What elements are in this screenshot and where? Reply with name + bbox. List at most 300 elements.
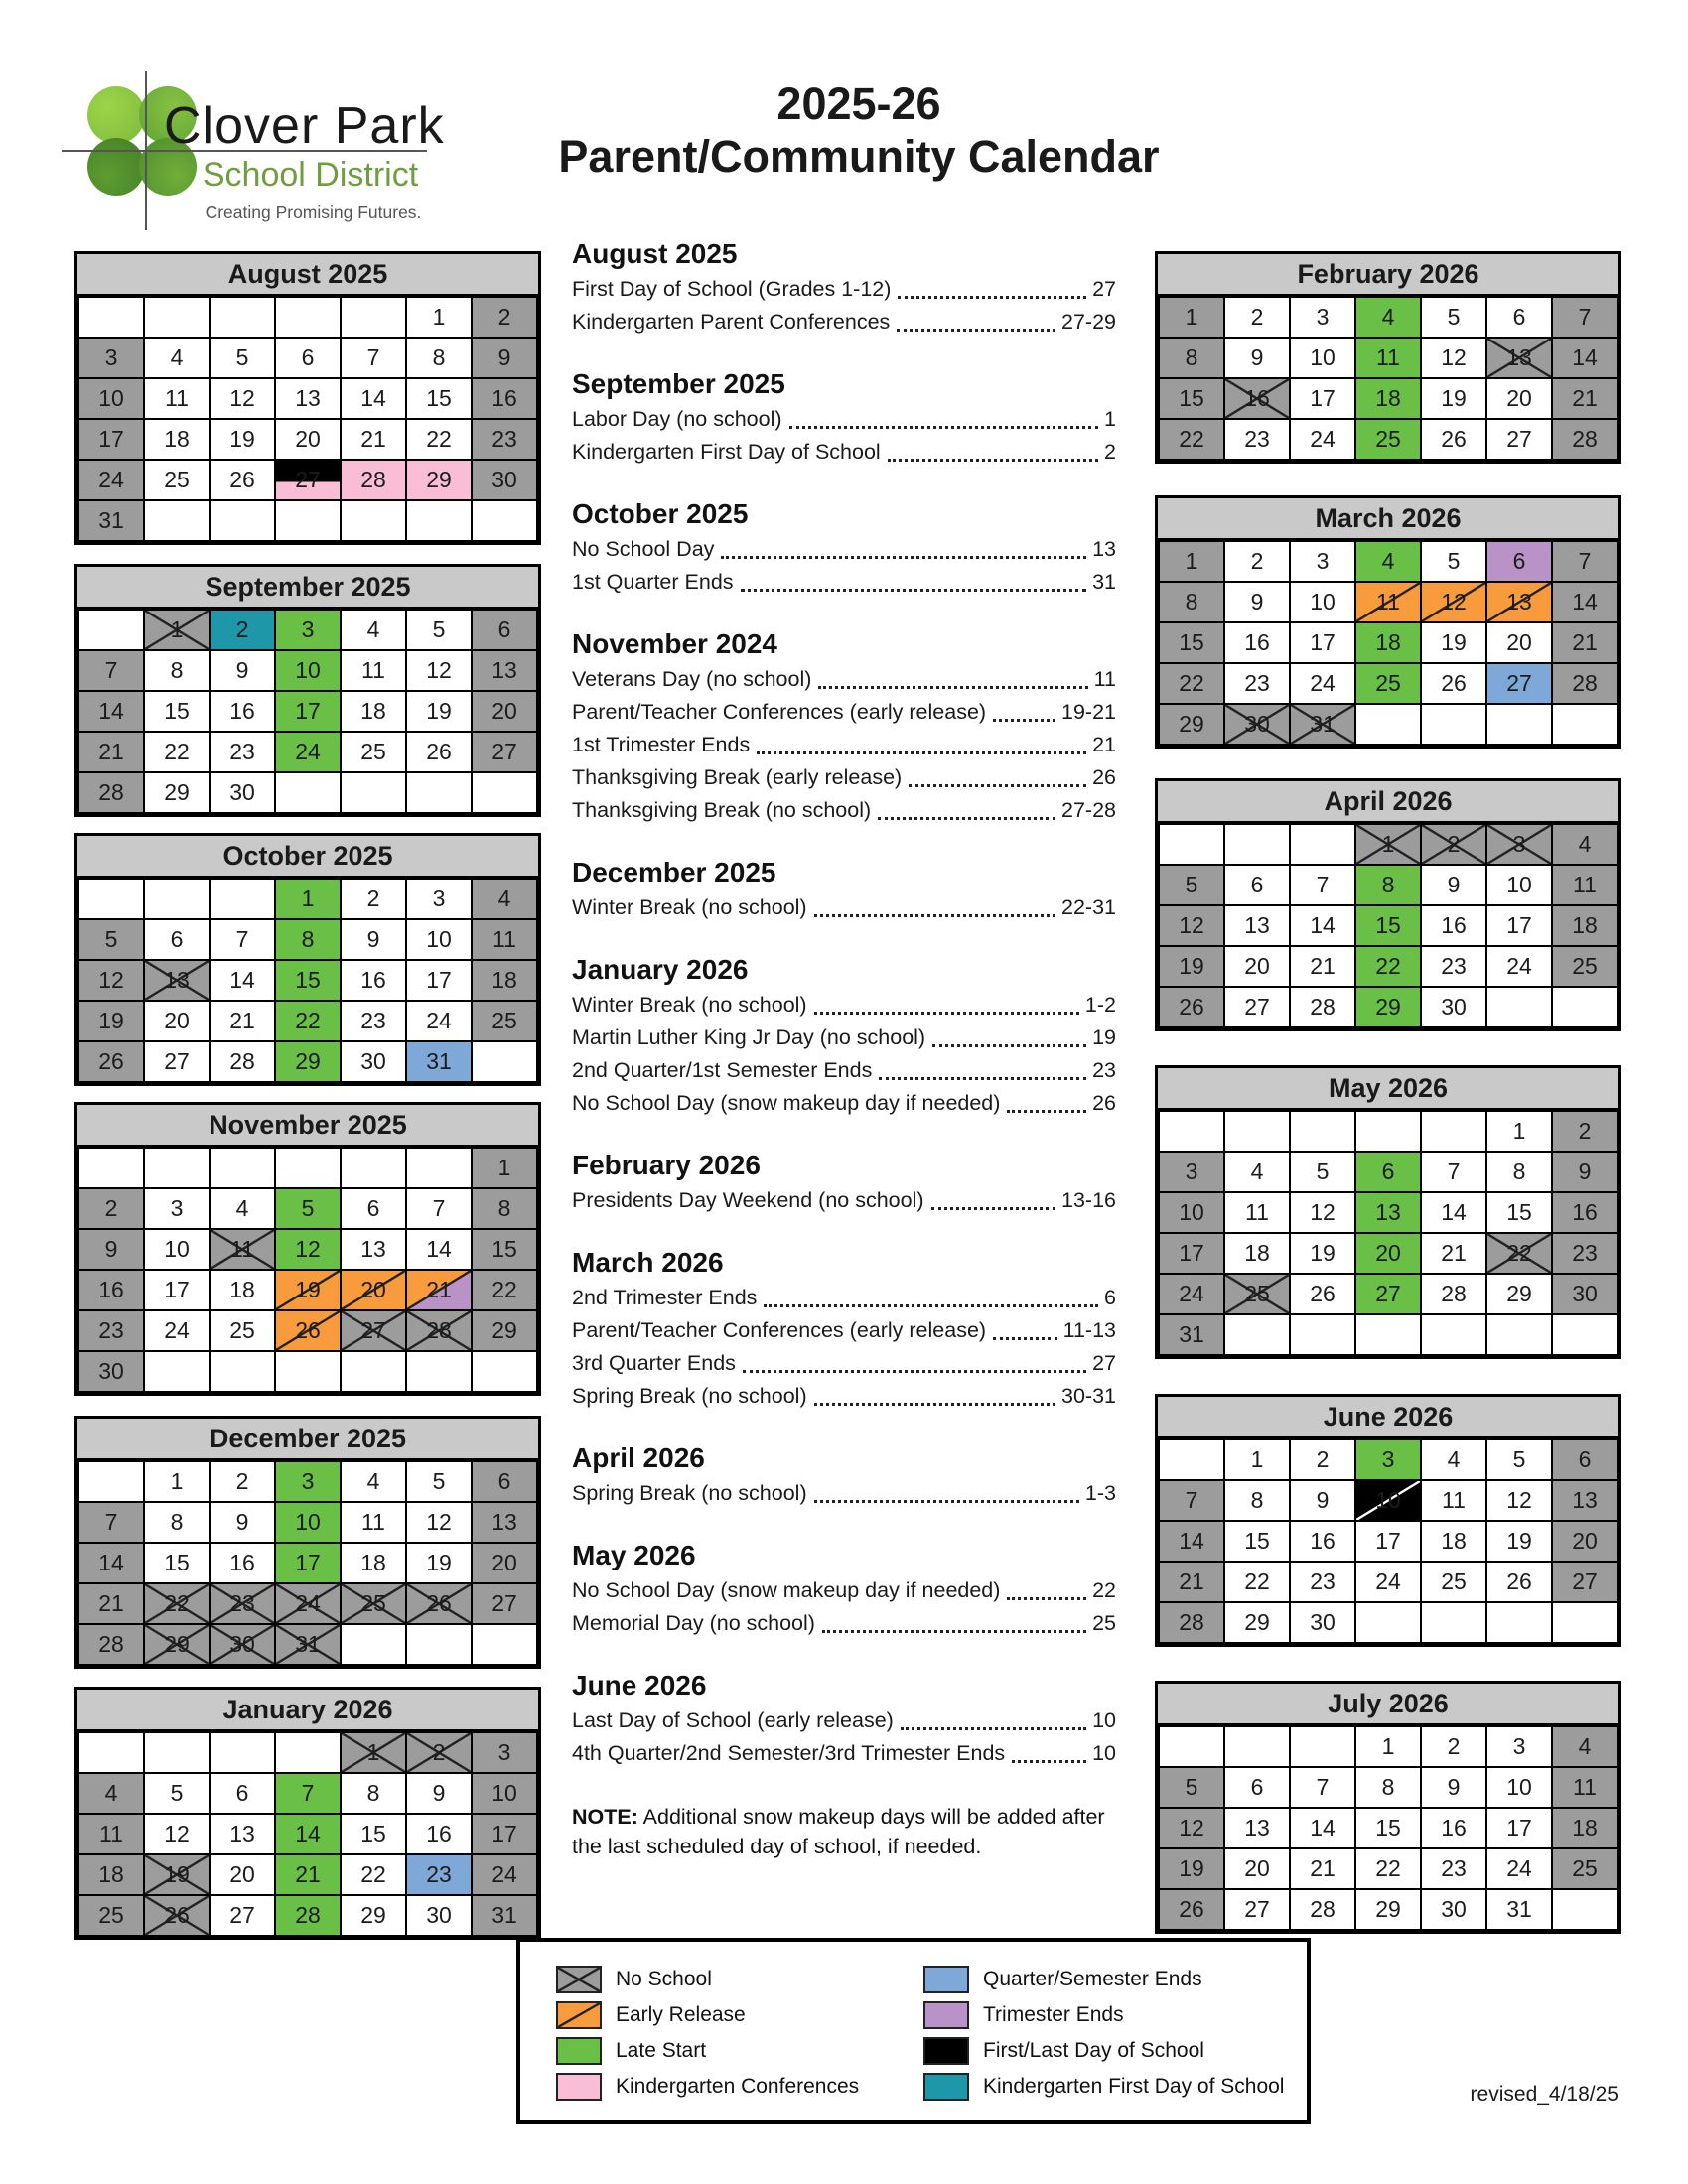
- day-number: 21: [98, 1590, 124, 1616]
- day-number: 2: [432, 1739, 446, 1765]
- calendar-week-row: [1159, 338, 1618, 378]
- day-number: 8: [432, 344, 446, 370]
- event-dates: 31: [1092, 570, 1116, 594]
- event-label: Thanksgiving Break (no school): [572, 798, 872, 822]
- day-cell-18: [1355, 622, 1421, 663]
- day-cell-13: [1486, 582, 1552, 622]
- calendar-week-row: [78, 691, 537, 732]
- day-number: 19: [426, 698, 452, 724]
- events-section: [572, 628, 1116, 827]
- day-number: 26: [1506, 1569, 1532, 1594]
- day-number: 13: [360, 1236, 386, 1262]
- day-number: 25: [1441, 1569, 1467, 1594]
- day-cell-23: [1290, 1562, 1355, 1602]
- day-number: 17: [1375, 1528, 1401, 1554]
- event-label: 2nd Quarter/1st Semester Ends: [572, 1058, 873, 1082]
- day-number: 24: [164, 1317, 190, 1343]
- day-cell-27: [144, 1041, 210, 1082]
- day-cell-28: [1552, 419, 1618, 460]
- day-cell-7: [275, 1773, 341, 1814]
- day-number: 7: [432, 1195, 446, 1221]
- empty-cell: [210, 879, 275, 919]
- calendar-week-row: [1159, 1562, 1618, 1602]
- day-number: 23: [98, 1317, 124, 1343]
- day-number: 25: [492, 1008, 517, 1033]
- day-cell-4: [78, 1773, 144, 1814]
- day-number: 27: [492, 739, 517, 764]
- day-number: 2: [497, 304, 511, 330]
- day-number: 4: [1578, 1733, 1592, 1759]
- day-cell-22: [406, 419, 472, 460]
- dot-leader: [741, 589, 1087, 592]
- day-number: 21: [1572, 385, 1598, 411]
- day-number: 4: [1381, 548, 1395, 574]
- day-number: 31: [1310, 711, 1336, 737]
- dot-leader: [814, 1500, 1079, 1503]
- day-cell-11: [472, 919, 537, 960]
- day-number: 16: [1441, 1815, 1467, 1841]
- day-number: 4: [1250, 1159, 1264, 1184]
- day-number: 13: [492, 657, 517, 683]
- day-cell-23: [1421, 1848, 1486, 1889]
- event-dates: 27: [1092, 1351, 1116, 1375]
- calendar-grid: [77, 1147, 538, 1393]
- day-cell-30: [78, 1351, 144, 1392]
- day-number: 1: [366, 1739, 380, 1765]
- calendar-grid: [1158, 823, 1618, 1028]
- event-row: [572, 1087, 1116, 1120]
- empty-cell: [341, 1624, 406, 1665]
- event-dates: 1: [1104, 407, 1116, 431]
- empty-cell: [144, 879, 210, 919]
- day-cell-1: [144, 610, 210, 650]
- day-number: 6: [1512, 304, 1526, 330]
- day-cell-27: [1486, 419, 1552, 460]
- empty-cell: [1355, 1602, 1421, 1643]
- day-number: 9: [1250, 589, 1264, 614]
- day-cell-29: [1355, 987, 1421, 1027]
- day-cell-24: [1290, 419, 1355, 460]
- day-cell-29: [144, 772, 210, 813]
- day-number: 6: [170, 926, 184, 952]
- calendar-week-row: [1159, 1192, 1618, 1233]
- day-number: 13: [229, 1821, 255, 1846]
- day-cell-14: [78, 1543, 144, 1583]
- day-cell-28: [210, 1041, 275, 1082]
- day-number: 11: [361, 1509, 385, 1535]
- day-number: 7: [1578, 304, 1592, 330]
- day-number: 17: [1310, 385, 1336, 411]
- day-cell-17: [144, 1270, 210, 1310]
- day-cell-12: [1486, 1480, 1552, 1521]
- day-cell-17: [1486, 905, 1552, 946]
- empty-cell: [78, 1148, 144, 1188]
- day-cell-12: [1159, 905, 1224, 946]
- day-number: 1: [301, 886, 315, 911]
- day-cell-28: [1552, 663, 1618, 704]
- day-cell-8: [1224, 1480, 1290, 1521]
- event-label: No School Day (snow makeup day if needed): [572, 1578, 1001, 1602]
- calendar-july-2026: [1155, 1681, 1621, 1934]
- calendar-week-row: [78, 1732, 537, 1773]
- dot-leader: [814, 914, 1055, 917]
- empty-cell: [1355, 1111, 1421, 1152]
- calendar-month-title: November 2025: [77, 1105, 538, 1147]
- event-dates: 26: [1092, 765, 1116, 789]
- calendar-week-row: [78, 1624, 537, 1665]
- calendar-september-2025: [74, 564, 541, 817]
- day-number: 27: [229, 1902, 255, 1928]
- day-cell-1: [1486, 1111, 1552, 1152]
- day-number: 6: [1250, 872, 1264, 897]
- calendar-february-2026: [1155, 251, 1621, 464]
- empty-cell: [210, 1351, 275, 1392]
- calendar-january-2026: [74, 1687, 541, 1940]
- day-cell-9: [472, 338, 537, 378]
- day-number: 23: [1441, 1855, 1467, 1881]
- dot-leader: [993, 719, 1055, 722]
- day-cell-10: [275, 650, 341, 691]
- events-section: [572, 1442, 1116, 1510]
- dot-leader: [822, 1630, 1086, 1633]
- day-number: 28: [98, 779, 124, 805]
- day-number: 16: [1572, 1199, 1598, 1225]
- day-number: 5: [301, 1195, 315, 1221]
- empty-cell: [1159, 824, 1224, 865]
- day-cell-6: [341, 1188, 406, 1229]
- calendar-week-row: [1159, 946, 1618, 987]
- calendar-week-row: [1159, 865, 1618, 905]
- day-cell-11: [1355, 338, 1421, 378]
- empty-cell: [210, 1732, 275, 1773]
- day-cell-9: [1224, 582, 1290, 622]
- event-label: No School Day: [572, 537, 715, 561]
- day-cell-30: [341, 1041, 406, 1082]
- day-cell-21: [1290, 946, 1355, 987]
- day-cell-17: [406, 960, 472, 1001]
- calendar-august-2025: [74, 251, 541, 545]
- day-cell-23: [341, 1001, 406, 1041]
- event-row: [572, 696, 1116, 729]
- day-number: 30: [1572, 1281, 1598, 1306]
- day-cell-29: [1486, 1274, 1552, 1314]
- day-cell-2: [341, 879, 406, 919]
- day-cell-19: [275, 1270, 341, 1310]
- day-number: 9: [235, 657, 249, 683]
- calendar-week-row: [1159, 1152, 1618, 1192]
- day-number: 31: [1506, 1896, 1532, 1922]
- day-number: 2: [366, 886, 380, 911]
- day-cell-13: [144, 960, 210, 1001]
- day-cell-17: [472, 1814, 537, 1854]
- legend-swatch-ls: [556, 2037, 602, 2065]
- day-number: 24: [1179, 1281, 1204, 1306]
- day-number: 26: [164, 1902, 190, 1928]
- day-cell-18: [1355, 378, 1421, 419]
- day-cell-23: [1421, 946, 1486, 987]
- day-cell-12: [406, 1502, 472, 1543]
- day-number: 27: [1506, 426, 1532, 452]
- day-cell-10: [1486, 865, 1552, 905]
- day-number: 31: [426, 1048, 452, 1074]
- day-number: 3: [301, 1468, 315, 1494]
- day-cell-11: [210, 1229, 275, 1270]
- calendar-week-row: [1159, 1808, 1618, 1848]
- legend-item: [923, 2033, 1291, 2069]
- day-cell-3: [275, 610, 341, 650]
- day-cell-3: [406, 879, 472, 919]
- day-number: 23: [229, 739, 255, 764]
- day-number: 10: [1310, 589, 1336, 614]
- event-row: [572, 436, 1116, 469]
- events-month-heading: May 2026: [572, 1540, 696, 1570]
- day-number: 24: [295, 739, 321, 764]
- legend-column-right: [923, 1962, 1291, 2120]
- day-number: 10: [1506, 1774, 1532, 1800]
- empty-cell: [341, 500, 406, 541]
- day-number: 10: [1310, 344, 1336, 370]
- day-cell-26: [275, 1310, 341, 1351]
- day-cell-6: [1552, 1439, 1618, 1480]
- day-number: 8: [1381, 1774, 1395, 1800]
- day-cell-18: [210, 1270, 275, 1310]
- day-cell-2: [78, 1188, 144, 1229]
- day-cell-8: [144, 1502, 210, 1543]
- day-cell-16: [1224, 378, 1290, 419]
- day-number: 6: [497, 1468, 511, 1494]
- day-cell-2: [1290, 1439, 1355, 1480]
- day-cell-13: [1552, 1480, 1618, 1521]
- day-number: 12: [1179, 1815, 1204, 1841]
- day-number: 30: [1441, 994, 1467, 1020]
- legend-label: First/Last Day of School: [983, 2039, 1204, 2062]
- event-dates: 27: [1092, 277, 1116, 301]
- event-dates: 1-3: [1084, 1481, 1116, 1505]
- calendar-week-row: [1159, 582, 1618, 622]
- day-cell-17: [1486, 1808, 1552, 1848]
- day-cell-19: [1486, 1521, 1552, 1562]
- dot-leader: [898, 296, 1086, 299]
- events-list: [572, 238, 1116, 1770]
- day-number: 20: [229, 1861, 255, 1887]
- events-month-heading: September 2025: [572, 368, 785, 399]
- empty-cell: [275, 1148, 341, 1188]
- day-cell-20: [1486, 378, 1552, 419]
- day-number: 28: [1572, 670, 1598, 696]
- day-number: 20: [295, 426, 321, 452]
- day-cell-8: [1486, 1152, 1552, 1192]
- day-cell-14: [1159, 1521, 1224, 1562]
- day-cell-26: [1159, 987, 1224, 1027]
- day-cell-15: [1159, 378, 1224, 419]
- day-number: 3: [170, 1195, 184, 1221]
- empty-cell: [1224, 1111, 1290, 1152]
- event-dates: 27-28: [1061, 798, 1116, 822]
- day-cell-25: [1552, 946, 1618, 987]
- day-number: 21: [1310, 1855, 1336, 1881]
- empty-cell: [406, 1351, 472, 1392]
- day-number: 17: [1506, 912, 1532, 938]
- day-cell-21: [275, 1854, 341, 1895]
- empty-cell: [406, 772, 472, 813]
- calendar-week-row: [78, 879, 537, 919]
- event-dates: 11-13: [1062, 1318, 1116, 1342]
- calendar-week-row: [1159, 1480, 1618, 1521]
- day-number: 21: [98, 739, 124, 764]
- calendar-november-2025: [74, 1102, 541, 1396]
- day-number: 20: [1506, 385, 1532, 411]
- calendar-week-row: [78, 500, 537, 541]
- events-month-heading: October 2025: [572, 498, 749, 529]
- day-cell-16: [472, 378, 537, 419]
- day-number: 19: [229, 426, 255, 452]
- day-cell-7: [1159, 1480, 1224, 1521]
- legend-swatch-kf: [923, 2073, 969, 2101]
- empty-cell: [78, 879, 144, 919]
- day-cell-4: [1355, 541, 1421, 582]
- day-cell-9: [210, 650, 275, 691]
- legend-item: [923, 1997, 1291, 2033]
- day-cell-5: [210, 338, 275, 378]
- day-number: 24: [426, 1008, 452, 1033]
- day-cell-18: [1552, 1808, 1618, 1848]
- day-cell-21: [1421, 1233, 1486, 1274]
- calendar-week-row: [78, 1773, 537, 1814]
- day-number: 22: [1179, 426, 1204, 452]
- calendar-week-row: [78, 960, 537, 1001]
- day-number: 12: [98, 967, 124, 993]
- day-number: 15: [1375, 1815, 1401, 1841]
- calendar-october-2025: [74, 833, 541, 1086]
- day-cell-3: [1486, 1726, 1552, 1767]
- day-number: 9: [235, 1509, 249, 1535]
- day-cell-9: [1421, 1767, 1486, 1808]
- empty-cell: [1486, 987, 1552, 1027]
- day-cell-13: [472, 650, 537, 691]
- day-cell-27: [472, 732, 537, 772]
- day-number: 28: [1310, 1896, 1336, 1922]
- calendar-week-row: [78, 378, 537, 419]
- event-dates: 6: [1104, 1286, 1116, 1309]
- empty-cell: [341, 1148, 406, 1188]
- day-cell-26: [406, 732, 472, 772]
- day-number: 12: [229, 385, 255, 411]
- day-number: 5: [1316, 1159, 1330, 1184]
- day-number: 9: [1316, 1487, 1330, 1513]
- day-cell-20: [341, 1270, 406, 1310]
- event-label: 4th Quarter/2nd Semester/3rd Trimester Ends: [572, 1741, 1006, 1765]
- day-number: 26: [295, 1317, 321, 1343]
- day-cell-8: [1355, 1767, 1421, 1808]
- day-cell-22: [1486, 1233, 1552, 1274]
- calendar-month-title: February 2026: [1158, 254, 1618, 296]
- day-cell-7: [78, 1502, 144, 1543]
- dot-leader: [1012, 1760, 1086, 1763]
- day-cell-8: [472, 1188, 537, 1229]
- page-title-year: 2025-26: [776, 78, 941, 129]
- event-dates: 1-2: [1084, 993, 1116, 1017]
- day-cell-1: [275, 879, 341, 919]
- day-cell-13: [275, 378, 341, 419]
- day-cell-4: [210, 1188, 275, 1229]
- day-cell-5: [78, 919, 144, 960]
- day-number: 29: [1506, 1281, 1532, 1306]
- snow-makeup-note: [572, 1802, 1116, 1861]
- day-number: 7: [1316, 872, 1330, 897]
- day-cell-25: [1355, 419, 1421, 460]
- event-label: Spring Break (no school): [572, 1481, 807, 1505]
- empty-cell: [341, 772, 406, 813]
- day-number: 31: [492, 1902, 517, 1928]
- day-number: 23: [360, 1008, 386, 1033]
- day-cell-17: [1290, 378, 1355, 419]
- day-number: 11: [99, 1821, 123, 1846]
- day-number: 25: [98, 1902, 124, 1928]
- event-label: Presidents Day Weekend (no school): [572, 1188, 924, 1212]
- events-month-heading: April 2026: [572, 1442, 705, 1473]
- day-cell-21: [78, 732, 144, 772]
- dot-leader: [789, 426, 1099, 429]
- calendar-week-row: [1159, 1111, 1618, 1152]
- day-number: 20: [1244, 1855, 1270, 1881]
- event-row: [572, 1054, 1116, 1087]
- day-number: 22: [164, 1590, 190, 1616]
- day-cell-24: [275, 1583, 341, 1624]
- day-cell-22: [275, 1001, 341, 1041]
- day-number: 25: [360, 739, 386, 764]
- empty-cell: [406, 500, 472, 541]
- dot-leader: [878, 817, 1055, 820]
- day-cell-20: [1552, 1521, 1618, 1562]
- calendar-may-2026: [1155, 1065, 1621, 1359]
- day-number: 24: [1310, 670, 1336, 696]
- legend-item: [556, 1962, 923, 1997]
- day-cell-21: [210, 1001, 275, 1041]
- calendar-week-row: [1159, 378, 1618, 419]
- day-number: 23: [426, 1861, 452, 1887]
- day-cell-9: [1421, 865, 1486, 905]
- day-number: 16: [229, 698, 255, 724]
- day-number: 20: [1572, 1528, 1598, 1554]
- day-cell-28: [341, 460, 406, 500]
- day-number: 28: [1310, 994, 1336, 1020]
- day-number: 28: [426, 1317, 452, 1343]
- day-number: 4: [1578, 831, 1592, 857]
- empty-cell: [275, 500, 341, 541]
- day-number: 12: [164, 1821, 190, 1846]
- day-number: 5: [1447, 548, 1461, 574]
- event-row: [572, 1737, 1116, 1770]
- dot-leader: [1007, 1110, 1086, 1113]
- day-number: 29: [1375, 994, 1401, 1020]
- logo-wordmark-school-district: School District: [202, 156, 419, 194]
- day-number: 27: [1244, 1896, 1270, 1922]
- day-cell-12: [1421, 582, 1486, 622]
- day-cell-16: [406, 1814, 472, 1854]
- event-dates: 25: [1092, 1611, 1116, 1635]
- empty-cell: [1552, 1602, 1618, 1643]
- day-number: 17: [164, 1277, 190, 1302]
- calendar-week-row: [78, 650, 537, 691]
- day-cell-20: [472, 1543, 537, 1583]
- day-number: 12: [1441, 344, 1467, 370]
- day-number: 20: [492, 698, 517, 724]
- day-number: 8: [1250, 1487, 1264, 1513]
- calendar-week-row: [78, 732, 537, 772]
- day-cell-20: [1486, 622, 1552, 663]
- day-cell-18: [472, 960, 537, 1001]
- day-number: 14: [1310, 912, 1336, 938]
